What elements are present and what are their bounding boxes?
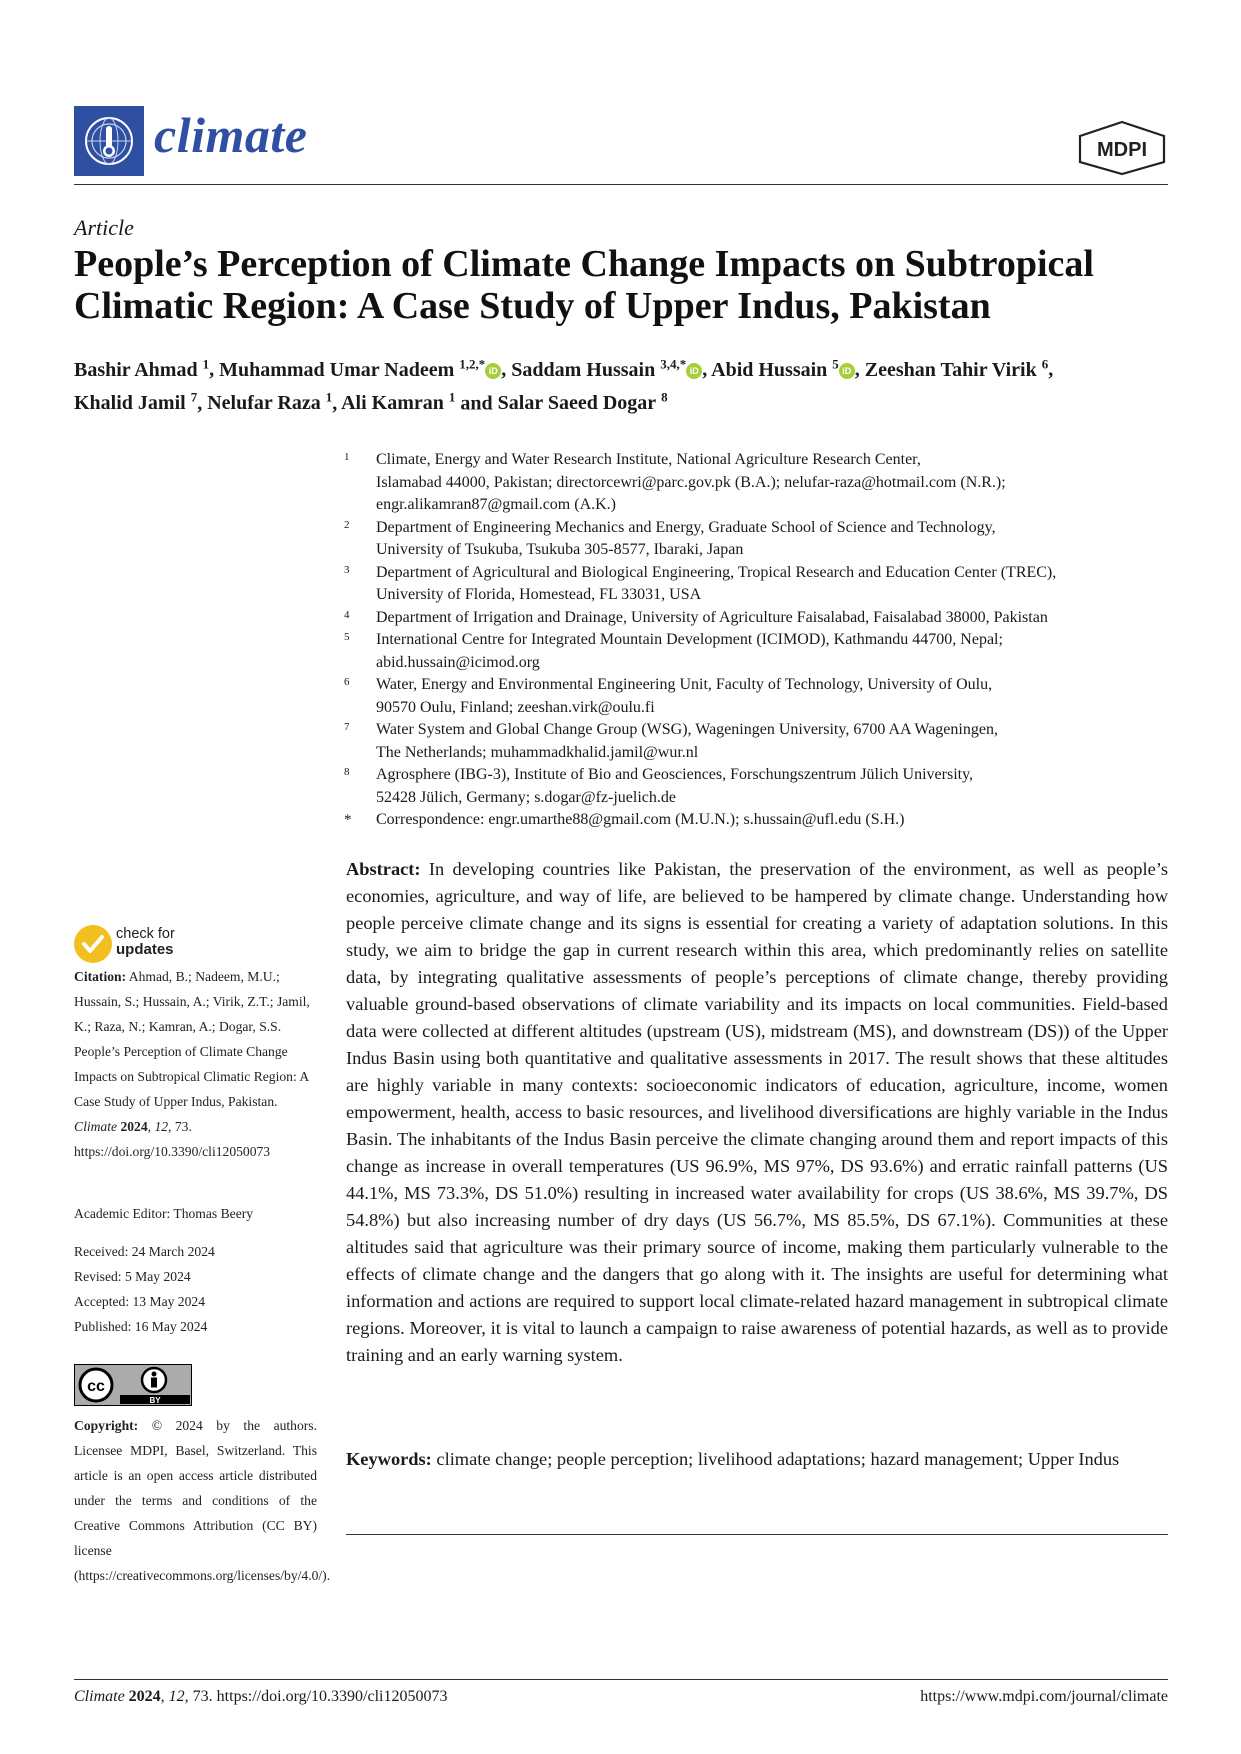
- author: [511, 356, 702, 381]
- affiliation-text: Department of Agricultural and Biological Engineering, Tropical Research and Education Center (TREC), University of Florida, Homestead, FL 33031, USA: [376, 563, 1057, 603]
- svg-text:BY: BY: [149, 1396, 161, 1405]
- footer-journal-url[interactable]: https://www.mdpi.com/journal/climate: [920, 1688, 1168, 1705]
- author-name: Khalid Jamil: [74, 392, 186, 415]
- affiliation-number: 2: [344, 518, 350, 531]
- citation-year: 2024: [120, 1119, 148, 1134]
- affiliations: [344, 449, 1174, 832]
- affiliation-item: [344, 764, 1174, 809]
- footer-citation: Climate 2024, 12, 73. https://doi.org/10.3390/cli12050073: [74, 1688, 448, 1705]
- abstract-text: In developing countries like Pakistan, the preservation of the environment, as well as people’s economies, agriculture, and way of life, are believed to be hampered by climate change. Understanding how people perceive climate change and its signs is essential for creating a variety of adaptation solutions. In this study, we aim to bridge the gap in current research within this area, which predominantly relies on satellite data, by integrating qualitative assessments of people’s perceptions of climate change, thereby providing valuable ground-based observations of climate variability and its impacts on local communities. Field-based data were collected at different altitudes (upstream (US), midstream (MS), and downstream (DS)) of the Upper Indus Basin using both quantitative and qualitative assessments in 2017. The result shows that these altitudes are highly variable in many contexts: socioeconomic indicators of education, agriculture, income, women empowerment, health, access to basic resources, and livelihood diversifications are highly variable in the Indus Basin. The inhabitants of the Indus Basin perceive the climate changing around them and report impacts of this change as increase in overall temperatures (US 96.9%, MS 97%, DS 93.6%) and erratic rainfall patterns (US 44.1%, MS 73.3%, DS 51.0%) resulting in increased water availability for crops (US 38.6%, MS 39.7%, DS 54.8%) but also increasing number of dry days (US 56.7%, MS 85.5%, DS 67.1%). Communities at these altitudes said that agriculture was their primary source of income, making them particularly vulnerable to the effects of climate change and the dangers that go along with it. The insights are useful for determining what information and actions are required to support local climate-related hazard management in subtropical climate regions. Moreover, it is vital to launch a campaign to raise awareness of potential hazards, as well as to provide training and an early warning system.: [346, 859, 1168, 1365]
- affiliation-number: 3: [344, 563, 350, 576]
- affiliation-text: Climate, Energy and Water Research Institute, National Agriculture Research Center, Islamabad 44000, Pakistan; directorcewri@parc.gov.pk (B.A.); nelufar-raza@hotmail.com (N.R.); engr.alikamran87@gmail.com (A.K.): [376, 451, 1006, 513]
- author: [207, 389, 333, 415]
- date-accepted: Accepted: 13 May 2024: [74, 1294, 205, 1309]
- copyright-block: [74, 1413, 331, 1588]
- orcid-icon[interactable]: iD: [839, 363, 855, 379]
- author: [864, 356, 1049, 381]
- citation-doi[interactable]: , 73. https://doi.org/10.3390/cli12050073: [74, 1119, 271, 1159]
- abstract: [346, 856, 1168, 1369]
- affiliation-item: [344, 449, 1174, 517]
- footer-rule: [74, 1679, 1168, 1680]
- affiliation-text: International Centre for Integrated Mountain Development (ICIMOD), Kathmandu 44700, Nepal; abid.hussain@icimod.org: [376, 631, 1003, 671]
- check-for-updates-button[interactable]: [116, 926, 175, 958]
- author-affiliation-mark: 1: [448, 389, 456, 405]
- citation-label: Citation:: [74, 969, 127, 984]
- affiliation-number: 7: [344, 721, 350, 733]
- check-updates-line1: check for: [116, 926, 175, 942]
- author-name: Nelufar Raza: [207, 392, 321, 415]
- author-name: Bashir Ahmad: [74, 358, 198, 381]
- affiliation-text: Correspondence: engr.umarthe88@gmail.com (M.U.N.); s.hussain@ufl.edu (S.H.): [376, 811, 905, 828]
- affiliation-number: 4: [344, 608, 350, 621]
- affiliation-item: [344, 562, 1174, 607]
- author-name: Zeeshan Tahir Virik: [864, 358, 1037, 381]
- author: [341, 389, 456, 415]
- author: [711, 356, 855, 381]
- paper-title: People’s Perception of Climate Change Impacts on Subtropical Climatic Region: A Case Study of Upper Indus, Pakistan: [74, 243, 1094, 327]
- orcid-icon[interactable]: iD: [485, 363, 501, 379]
- affiliation-number: 8: [344, 766, 350, 778]
- keywords-label: Keywords:: [346, 1449, 432, 1469]
- orcid-icon[interactable]: iD: [686, 363, 702, 379]
- author-affiliation-mark: 3,4,*: [660, 356, 687, 371]
- academic-editor: Academic Editor: Thomas Beery: [74, 1206, 254, 1221]
- header-rule: [74, 184, 1168, 185]
- affiliation-item: [344, 809, 1174, 832]
- mdpi-logo: [1076, 120, 1168, 176]
- check-for-updates-icon[interactable]: [74, 925, 112, 963]
- author-affiliation-mark: 1: [325, 389, 333, 405]
- author-affiliation-mark: 5: [832, 356, 839, 371]
- citation-block: Citation: Ahmad, B.; Nadeem, M.U.; Hussain, S.; Hussain, A.; Virik, Z.T.; Jamil, K.; Raza, N.; Kamran, A.; Dogar, S.S. People’s Perception of Climate Change Impacts on Subtropical Climatic Region: A Case Study of Upper Indus, Pakistan. Climate 2024, 12, 73. https://doi.org/10.3390/cli12050073: [74, 969, 310, 1159]
- affiliation-item: [344, 517, 1174, 562]
- footer-doi[interactable]: , 73. https://doi.org/10.3390/cli12050073: [184, 1688, 448, 1705]
- affiliation-text: Department of Irrigation and Drainage, University of Agriculture Faisalabad, Faisalabad 38000, Pakistan: [376, 608, 1048, 626]
- affiliation-item: [344, 719, 1174, 764]
- author-affiliation-mark: 8: [661, 389, 668, 405]
- citation-text: Ahmad, B.; Nadeem, M.U.; Hussain, S.; Hussain, A.; Virik, Z.T.; Jamil, K.; Raza, N.; Kamran, A.; Dogar, S.S. People’s Perception of Climate Change Impacts on Subtropical Climatic Region: A Case Study of Upper Indus, Pakistan.: [74, 969, 310, 1109]
- affiliation-text: Water, Energy and Environmental Engineering Unit, Faculty of Technology, University of Oulu, 90570 Oulu, Finland; zeeshan.virk@oulu.fi: [376, 676, 993, 716]
- citation-journal: Climate: [74, 1119, 118, 1134]
- abstract-rule: [346, 1534, 1168, 1535]
- footer-journal: Climate: [74, 1688, 125, 1705]
- author-name: Salar Saeed Dogar: [497, 392, 657, 415]
- affiliation-item: [344, 629, 1174, 674]
- affiliation-text: Department of Engineering Mechanics and Energy, Graduate School of Science and Technology, University of Tsukuba, Tsukuba 305-8577, Ibaraki, Japan: [376, 518, 996, 558]
- citation-volume: 12: [154, 1119, 169, 1134]
- author-name: Abid Hussain: [711, 358, 828, 381]
- cc-by-license-icon[interactable]: [74, 1364, 192, 1406]
- svg-text:cc: cc: [87, 1378, 105, 1395]
- copyright-label: Copyright:: [74, 1418, 139, 1433]
- date-revised: Revised: 5 May 2024: [74, 1269, 191, 1284]
- article-type: Article: [74, 215, 134, 240]
- footer-volume: 12: [168, 1688, 185, 1705]
- journal-name: climate: [154, 107, 308, 163]
- author-name: Ali Kamran: [341, 392, 444, 415]
- author: [219, 356, 501, 381]
- author-name: Muhammad Umar Nadeem: [219, 358, 455, 381]
- author: [74, 356, 210, 381]
- author-affiliation-mark: 7: [190, 389, 198, 405]
- author-name: Saddam Hussain: [511, 358, 656, 381]
- journal-logo: [74, 106, 144, 176]
- affiliation-text: Agrosphere (IBG-3), Institute of Bio and Geosciences, Forschungszentrum Jülich University, 52428 Jülich, Germany; s.dogar@fz-juelich.de: [376, 766, 974, 806]
- publication-dates: [74, 1239, 317, 1339]
- svg-text:MDPI: MDPI: [1097, 139, 1147, 161]
- footer-year: 2024: [128, 1688, 161, 1705]
- affiliation-number: *: [344, 812, 352, 828]
- date-published: Published: 16 May 2024: [74, 1319, 208, 1334]
- author-affiliation-mark: 1: [202, 356, 210, 371]
- date-received: Received: 24 March 2024: [74, 1244, 215, 1259]
- affiliation-text: Water System and Global Change Group (WSG), Wageningen University, 6700 AA Wageningen, The Netherlands; muhammadkhalid.jamil@wur.nl: [376, 721, 998, 761]
- affiliation-number: 5: [344, 631, 350, 643]
- affiliation-number: 1: [344, 451, 350, 463]
- author: [497, 389, 668, 415]
- author: [74, 389, 198, 415]
- copyright-text: © 2024 by the authors. Licensee MDPI, Basel, Switzerland. This article is an open access article distributed under the terms and conditions of the Creative Commons Attribution (CC BY) license (https://creativecommons.org/licenses/by/4.0/).: [74, 1418, 331, 1583]
- abstract-label: Abstract:: [346, 859, 421, 879]
- keywords-text: climate change; people perception; livelihood adaptations; hazard management; Upper Indus: [436, 1449, 1120, 1469]
- author-affiliation-mark: 6: [1041, 356, 1049, 371]
- keywords: [346, 1446, 1168, 1473]
- affiliation-number: 6: [344, 676, 350, 688]
- check-updates-line2: updates: [116, 941, 174, 958]
- author-list: Bashir Ahmad $^1$, Muhammad Umar Nadeem $^{1,2,*}$ iD , Saddam Hussain $^{3,4,*}$ iD , Abid Hussain $^5$ iD , Zeeshan Tahir Virik $^6$, Khalid Jamil $^7$, Nelufar Raza $^1$, Ali Kamran $^1$ and Salar Saeed Dogar $^8$: [74, 356, 1054, 415]
- affiliation-item: [344, 674, 1174, 719]
- affiliation-item: [344, 607, 1174, 630]
- climate-journal-logo-icon: [74, 106, 144, 176]
- author-affiliation-mark: 1,2,*: [459, 356, 486, 371]
